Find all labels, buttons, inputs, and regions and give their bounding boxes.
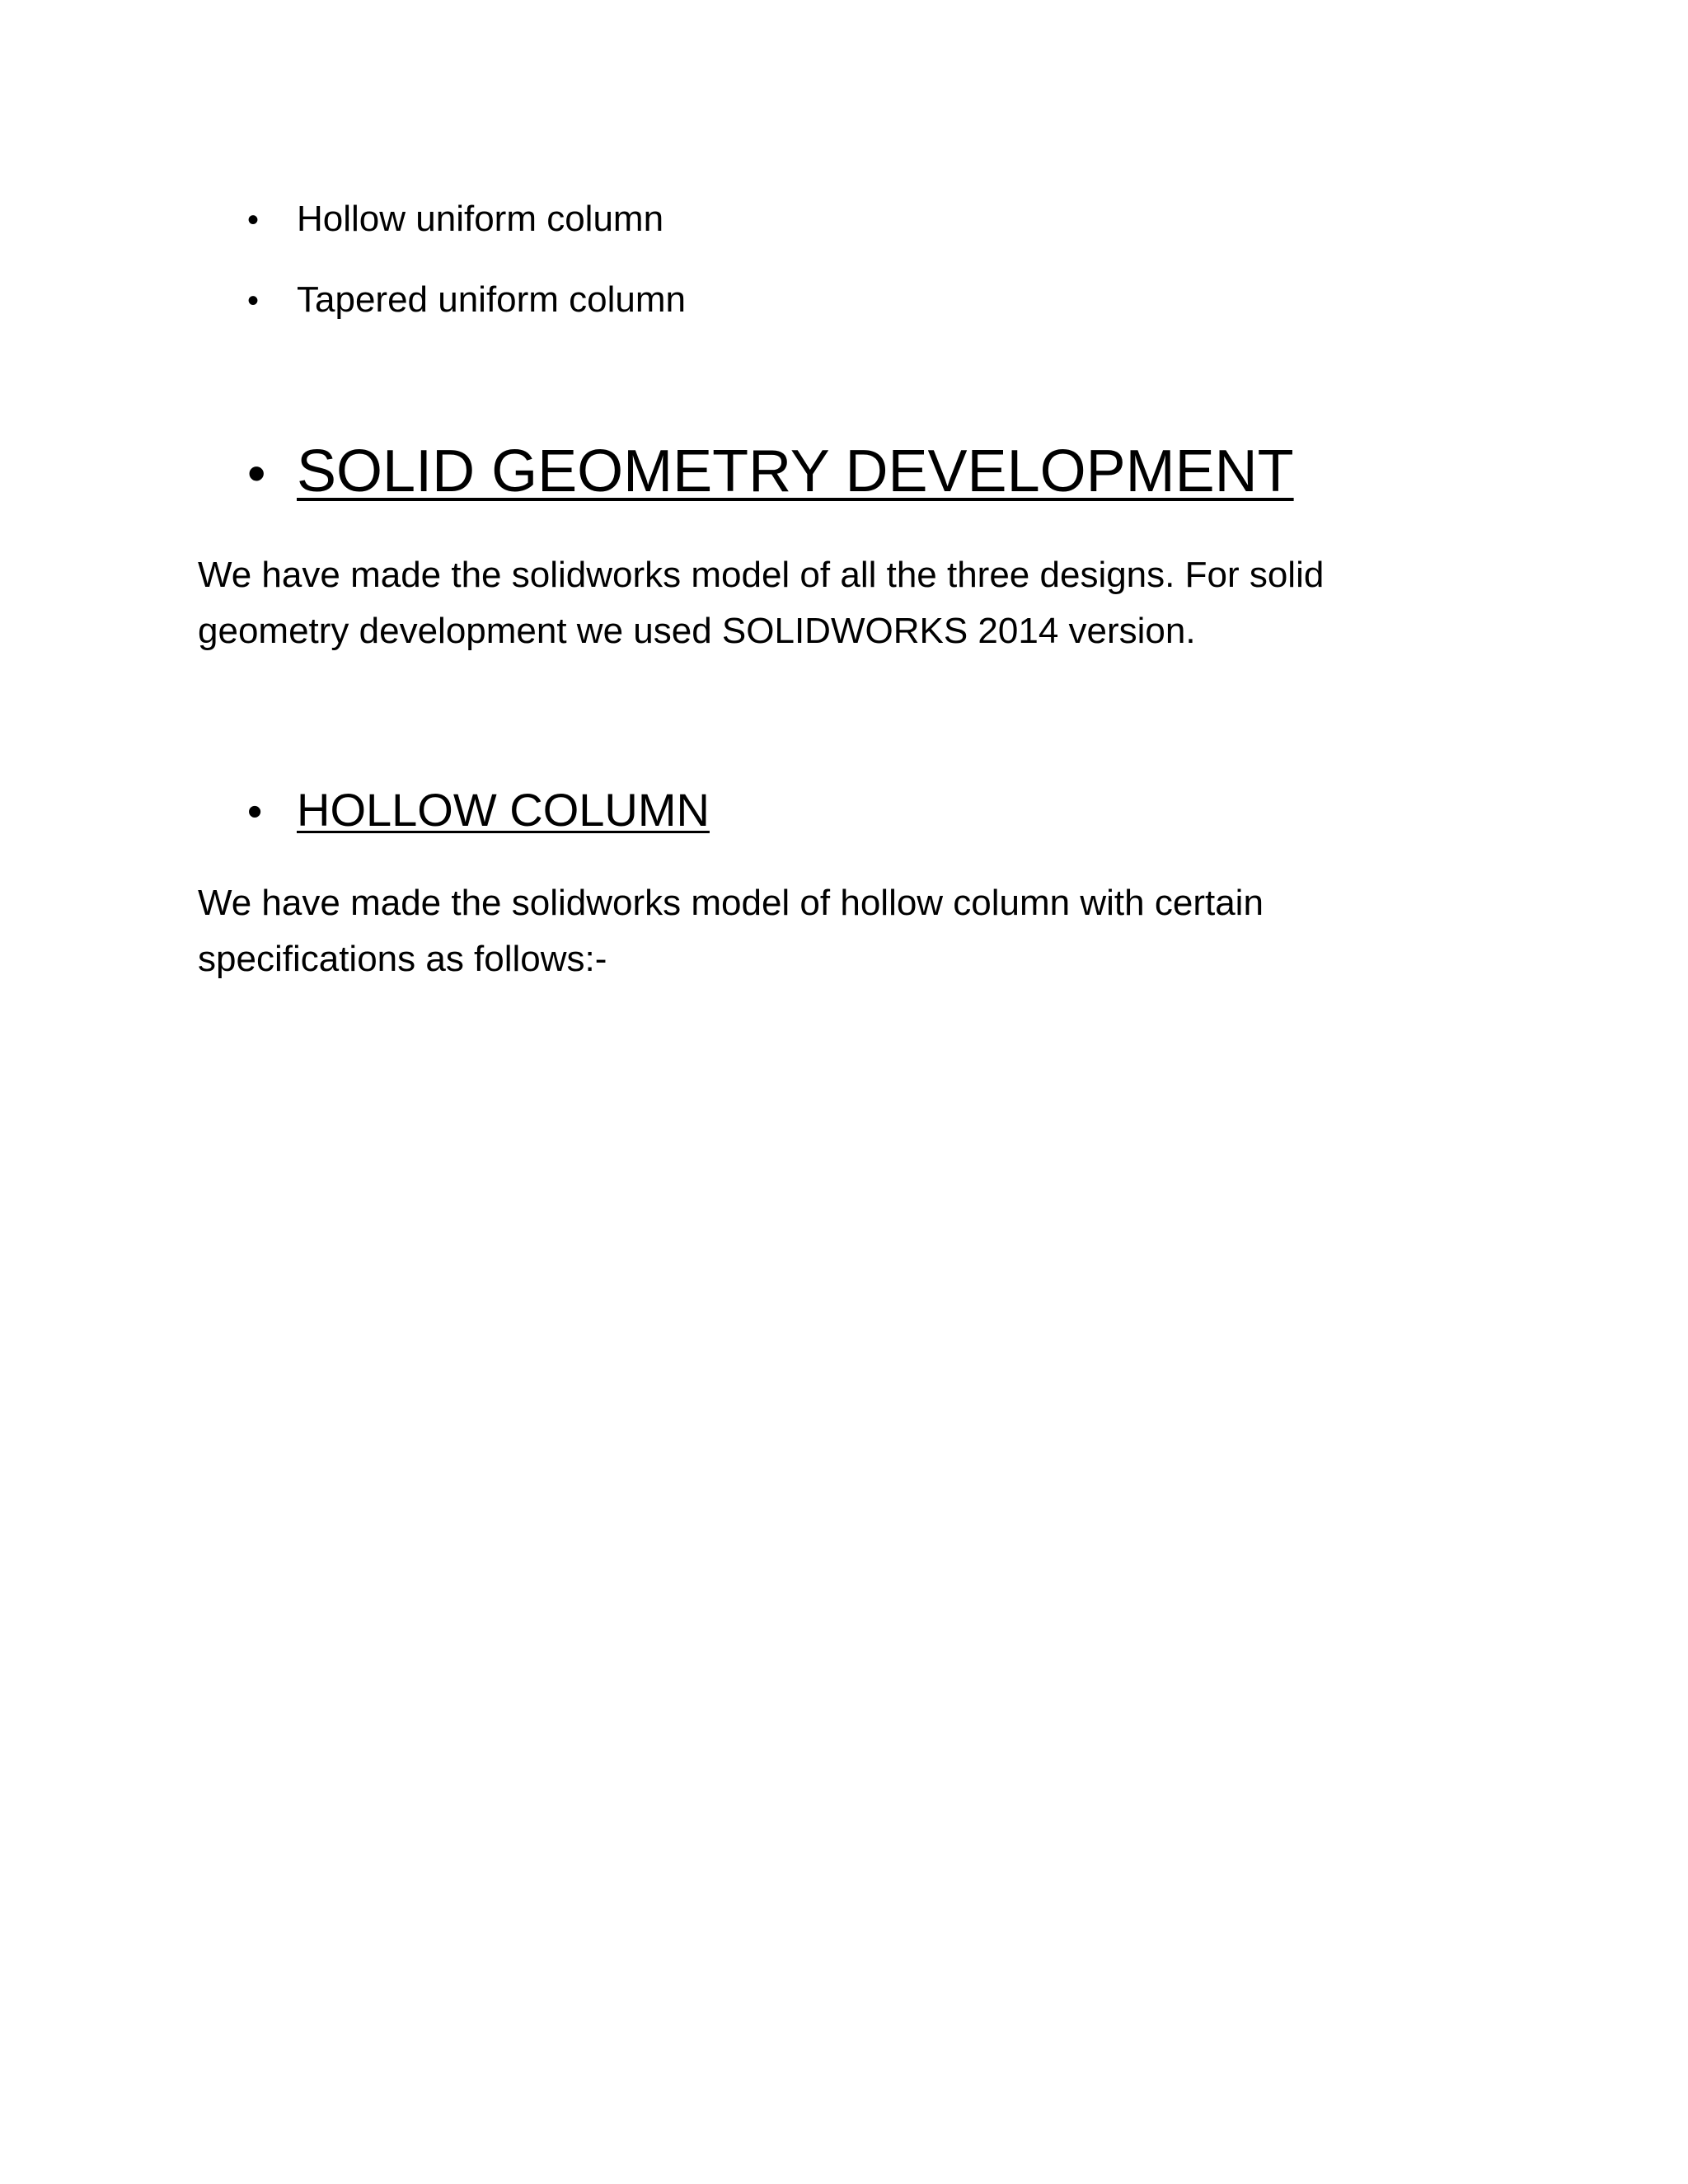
list-item [247, 196, 663, 243]
bullet-icon: • [247, 443, 266, 503]
bullet-icon: • [247, 283, 260, 319]
paragraph-line: specifications as follows:- [198, 939, 607, 979]
list-item-text: Tapered uniform column [297, 279, 687, 320]
paragraph-line: geometry development we used SOLIDWORKS 2014 version. [198, 611, 1196, 651]
bullet-icon: • [247, 202, 260, 238]
section-heading-solid-geometry [247, 435, 1294, 508]
bullet-icon: • [247, 788, 263, 836]
paragraph-line: We have made the solidworks model of all the three designs. For solid [198, 555, 1325, 595]
section-heading-text: HOLLOW COLUMN [297, 784, 710, 836]
section-paragraph [198, 875, 1434, 987]
list-item [247, 277, 686, 324]
paragraph-line: We have made the solidworks model of hollow column with certain [198, 883, 1264, 923]
section-heading-text: SOLID GEOMETRY DEVELOPMENT [297, 438, 1294, 504]
section-heading-hollow-column [247, 781, 710, 839]
section-paragraph [198, 547, 1434, 659]
list-item-text: Hollow uniform column [297, 199, 664, 239]
